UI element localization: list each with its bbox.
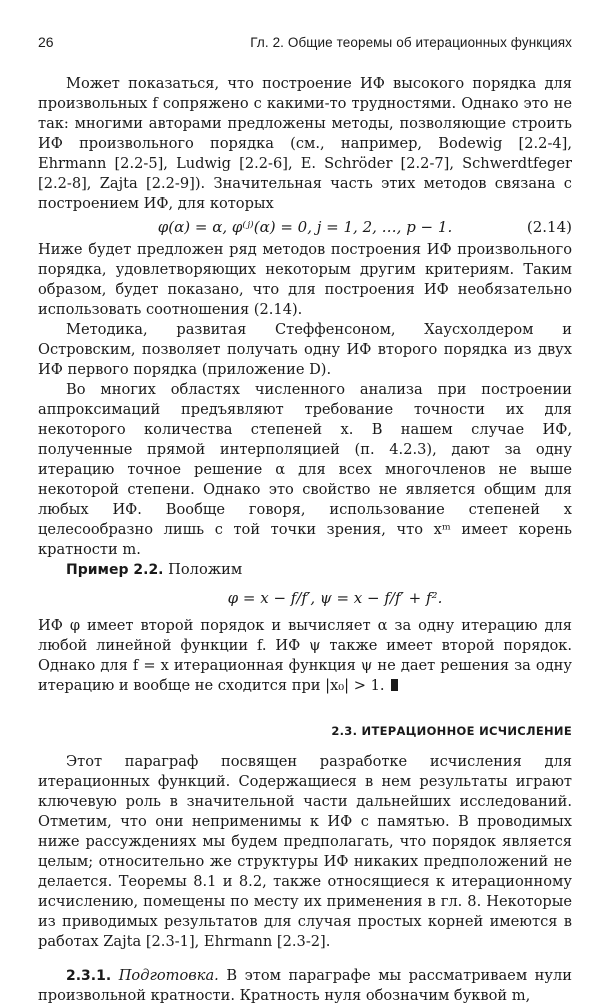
- paragraph-intro: Может показаться, что построение ИФ высокого порядка для произвольных f сопряжено с какими-то трудностями. Однако это не так: многими авторами предложены методы, позволяющие строить ИФ произвольного порядка (см., например, Bodewig [2.2-4], Ehrmann [2.2-5], Ludwig [2.2-6], E. Schröder [2.2-7], Schwerdtfeger [2.2-8], Zajta [2.2-9]). Значительная часть этих методов связана с построением ИФ, для которых: [38, 75, 572, 212]
- paragraph-powers: Во многих областях численного анализа при построении аппроксимаций предъявляют требование точности их для некоторого количества степеней x. В нашем случае ИФ, полученные прямой интерполяцией (п. 4.2.3), дают за одну итерацию точное решение α для всех многочленов не выше некоторой степени. Однако это свойство не является общим для любых ИФ. Вообще говоря, использование степеней x целесообразно лишь с той точки зрения, что xᵐ имеет корень кратности m.: [38, 381, 572, 558]
- example-label: Пример 2.2.: [66, 562, 164, 578]
- section-heading: 2.3. ИТЕРАЦИОННОЕ ИСЧИСЛЕНИЕ: [331, 724, 572, 738]
- paragraph-steffensen: Методика, развитая Стеффенсоном, Хаусхолдером и Островским, позволяет получать одну ИФ второго порядка из двух ИФ первого порядка (приложение D).: [38, 321, 572, 378]
- running-head: Гл. 2. Общие теоремы об итерационных функциях: [250, 35, 572, 50]
- subsection-title: Подготовка.: [118, 967, 219, 984]
- example-discussion-text: ИФ φ имеет второй порядок и вычисляет α за одну итерацию для любой линейной функции f. ИФ ψ также имеет второй порядок. Однако для f = x итерационная функция ψ не дает решения за одну итерацию и вообще не сходится при |x₀| > 1.: [38, 617, 572, 694]
- subsection-preparation: [38, 966, 572, 1006]
- equation-2-14: [38, 216, 572, 238]
- page: [38, 34, 572, 1006]
- equation-number: (2.14): [526, 218, 572, 236]
- subsection-number: 2.3.1.: [66, 968, 112, 984]
- paragraph-calculus: Этот параграф посвящен разработке исчисления для итерационных функций. Содержащиеся в нем результаты играют ключевую роль в значительной части дальнейших исследований. Отметим, что они неприменимы к ИФ с памятью. В проводимых ниже рассуждениях мы будем предполагать, что порядок является целым; относительно же структуры ИФ никаких предположений не делается. Теоремы 8.1 и 8.2, также относящиеся к итерационному исчислению, помещены по месту их применения в гл. 8. Некоторые из приводимых результатов для случая простых корней имеются в работах Zajta [2.3-1], Ehrmann [2.3-2].: [38, 753, 572, 950]
- example-intro: [38, 560, 572, 580]
- end-of-proof-mark: [391, 679, 398, 691]
- equation-2-14-body: φ(α) = α, φ⁽ʲ⁾(α) = 0, j = 1, 2, …, p − 1.: [157, 218, 453, 236]
- example-formula: φ = x − f/f′, ψ = x − f/f′ + f².: [227, 589, 443, 607]
- page-header: [38, 34, 572, 56]
- page-number: 26: [38, 34, 54, 50]
- paragraph-example-discussion: [38, 616, 572, 696]
- example-text: Положим: [168, 561, 243, 578]
- paragraph-methods: Ниже будет предложен ряд методов построения ИФ произвольного порядка, удовлетворяющих некоторым другим критериям. Таким образом, будет показано, что для построения ИФ необязательно использовать соотношения (2.14).: [38, 241, 572, 318]
- subsection-text: В этом параграфе мы рассматриваем нули произвольной кратности. Кратность нуля обозначим буквой m,: [38, 967, 572, 1004]
